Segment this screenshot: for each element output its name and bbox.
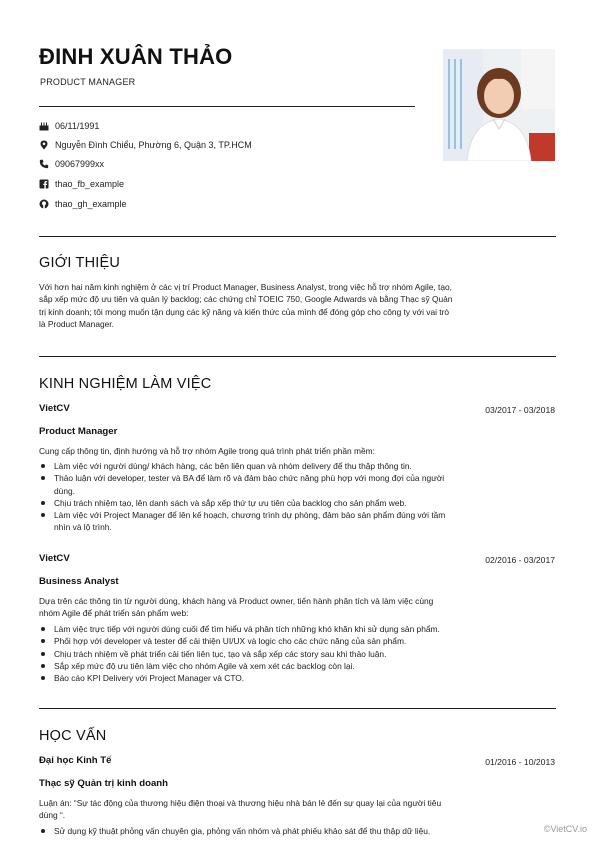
list-item: Sắp xếp mức độ ưu tiên làm việc cho nhóm Agile và xem xét các backlog còn lại. <box>39 660 556 672</box>
list-item: Phối hợp với developer và tester để cải thiện UI/UX và logic cho các chức năng của sản phẩm. <box>39 635 556 647</box>
list-item: Báo cáo KPI Delivery với Project Manager và CTO. <box>39 672 556 684</box>
job-1-bullets <box>39 460 556 534</box>
list-item: Chịu trách nhiệm về phát triển cải tiến liên tục, tạo và sắp xếp các story sau khi thảo luận. <box>39 648 556 660</box>
address-text: Nguyễn Đình Chiểu, Phường 6, Quận 3, TP.HCM <box>55 140 252 150</box>
location-pin-icon <box>39 140 49 150</box>
contact-github[interactable] <box>39 199 127 209</box>
contact-address <box>39 140 252 150</box>
education-bullets <box>39 825 556 837</box>
facebook-text: thao_fb_example <box>55 179 125 189</box>
experience-heading: KINH NGHIỆM LÀM VIỆC <box>39 376 212 392</box>
github-text: thao_gh_example <box>55 199 127 209</box>
list-item: Làm việc với Project Manager để lên kế hoạch, chương trình dự phòng, đảm bảo sản phẩm đúng với tầm nhìn và lộ trình. <box>39 509 556 534</box>
facebook-icon <box>39 179 49 189</box>
education-degree: Thạc sỹ Quản trị kinh doanh <box>39 778 169 789</box>
github-icon <box>39 199 49 209</box>
phone-text: 09067999xx <box>55 159 105 169</box>
phone-icon <box>39 159 49 169</box>
education-heading: HỌC VẤN <box>39 728 107 744</box>
about-line: Với hơn hai năm kinh nghiệm ở các vị trí Product Manager, Business Analyst, trong việc hỗ trợ nhóm Agile, tạo, <box>39 282 453 292</box>
job-2-position: Business Analyst <box>39 576 119 587</box>
header-divider <box>39 106 415 107</box>
thesis-line: dùng “. <box>39 810 66 821</box>
section-divider <box>39 708 556 709</box>
contact-phone <box>39 159 104 169</box>
job-2-date: 02/2016 - 03/2017 <box>485 555 555 565</box>
job-1-date: 03/2017 - 03/2018 <box>485 405 555 415</box>
job-1-company: VietCV <box>39 403 70 414</box>
intro-line: nhóm Agile để phát triển sản phẩm web: <box>39 608 189 619</box>
section-divider <box>39 356 556 357</box>
contact-facebook[interactable] <box>39 179 124 189</box>
list-item: Sử dụng kỹ thuật phỏng vấn chuyên gia, phỏng vấn nhóm và phát phiếu khảo sát để thu thập dữ liệu. <box>39 825 556 837</box>
about-text <box>39 281 556 330</box>
section-divider <box>39 236 556 237</box>
list-item: Chịu trách nhiệm tạo, lên danh sách và sắp xếp thứ tự ưu tiên của backlog cho sản phẩm web. <box>39 497 556 509</box>
candidate-name: ĐINH XUÂN THẢO <box>39 44 233 69</box>
job-2-intro <box>39 595 556 620</box>
list-item: Làm việc trực tiếp với người dùng cuối để tìm hiểu và phân tích những khó khăn khi sử dụng sản phẩm. <box>39 623 556 635</box>
list-item: Thảo luận với developer, tester và BA để làm rõ và đảm bảo chức năng phù hợp với mong đợi của người dùng. <box>39 472 556 497</box>
about-heading: GIỚI THIỆU <box>39 255 121 271</box>
education-thesis <box>39 797 556 822</box>
job-2-company: VietCV <box>39 553 70 564</box>
about-line: sắp xếp mức độ ưu tiên và quản lý backlog; các chứng chỉ TOEIC 750, Google Adwards và bằng Thạc sỹ Quản <box>39 294 453 305</box>
list-item: Làm việc với người dùng/ khách hàng, các bên liên quan và nhóm delivery để thu thập thông tin. <box>39 460 556 472</box>
thesis-line: Luận án: “Sự tác động của thương hiệu điện thoại và thương hiệu nhà bán lẻ đến sự quay lại của người tiêu <box>39 798 442 808</box>
contact-birthday <box>39 121 99 131</box>
birthday-cake-icon <box>39 121 49 131</box>
education-date: 01/2016 - 10/2013 <box>485 757 555 767</box>
profile-photo <box>443 49 555 161</box>
about-line: là Product Manager. <box>39 318 114 329</box>
job-1-intro: Cung cấp thông tin, định hướng và hỗ trợ nhóm Agile trong quá trình phát triển phần mềm: <box>39 446 375 456</box>
about-line: trị kinh doanh; tôi mong muốn tận dụng các kỹ năng và kiến thức của mình để đóng góp cho công ty với vai trò <box>39 306 450 317</box>
intro-line: Dựa trên các thông tin từ người dùng, khách hàng và Product owner, tiến hành phân tích và làm việc cùng <box>39 596 434 606</box>
watermark: ©VietCV.io <box>543 824 587 834</box>
education-school: Đại học Kinh Tế <box>39 755 112 766</box>
candidate-role: PRODUCT MANAGER <box>40 77 136 87</box>
job-2-bullets <box>39 623 556 684</box>
job-1-position: Product Manager <box>39 426 118 437</box>
birthday-text: 06/11/1991 <box>55 121 100 131</box>
